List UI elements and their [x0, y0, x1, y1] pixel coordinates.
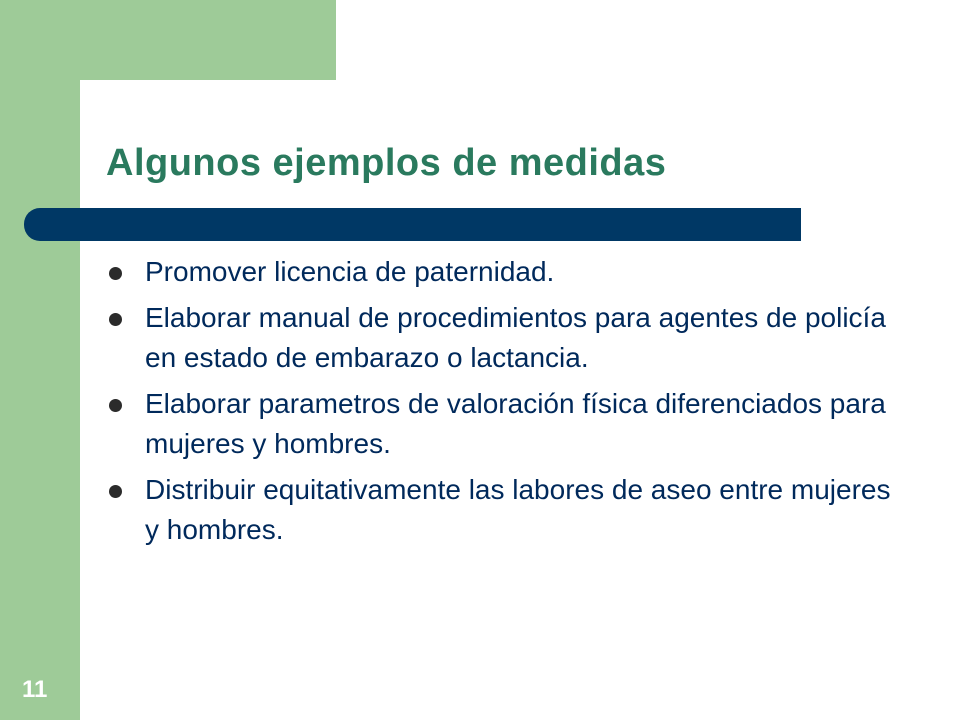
- list-item: [106, 252, 906, 292]
- bullet-text: Distribuir equitativamente las labores de aseo entre mujeres y hombres.: [145, 474, 891, 545]
- bullet-dot-icon: [109, 485, 122, 498]
- bullet-text: Elaborar manual de procedimientos para agentes de policía en estado de embarazo o lactancia.: [145, 302, 886, 373]
- bullet-list: [106, 252, 906, 556]
- green-side-strip: [0, 0, 80, 720]
- green-top-band: [0, 0, 336, 80]
- bullet-text: Promover licencia de paternidad.: [145, 256, 555, 287]
- list-item: [106, 384, 906, 464]
- bullet-dot-icon: [109, 313, 122, 326]
- slide-number: 11: [22, 676, 48, 703]
- bullet-dot-icon: [109, 267, 122, 280]
- slide-title: Algunos ejemplos de medidas: [106, 142, 667, 184]
- bullet-text: Elaborar parametros de valoración física diferenciados para mujeres y hombres.: [145, 388, 886, 459]
- list-item: [106, 470, 906, 550]
- bullet-dot-icon: [109, 399, 122, 412]
- title-underline-bar: [24, 208, 801, 241]
- list-item: [106, 298, 906, 378]
